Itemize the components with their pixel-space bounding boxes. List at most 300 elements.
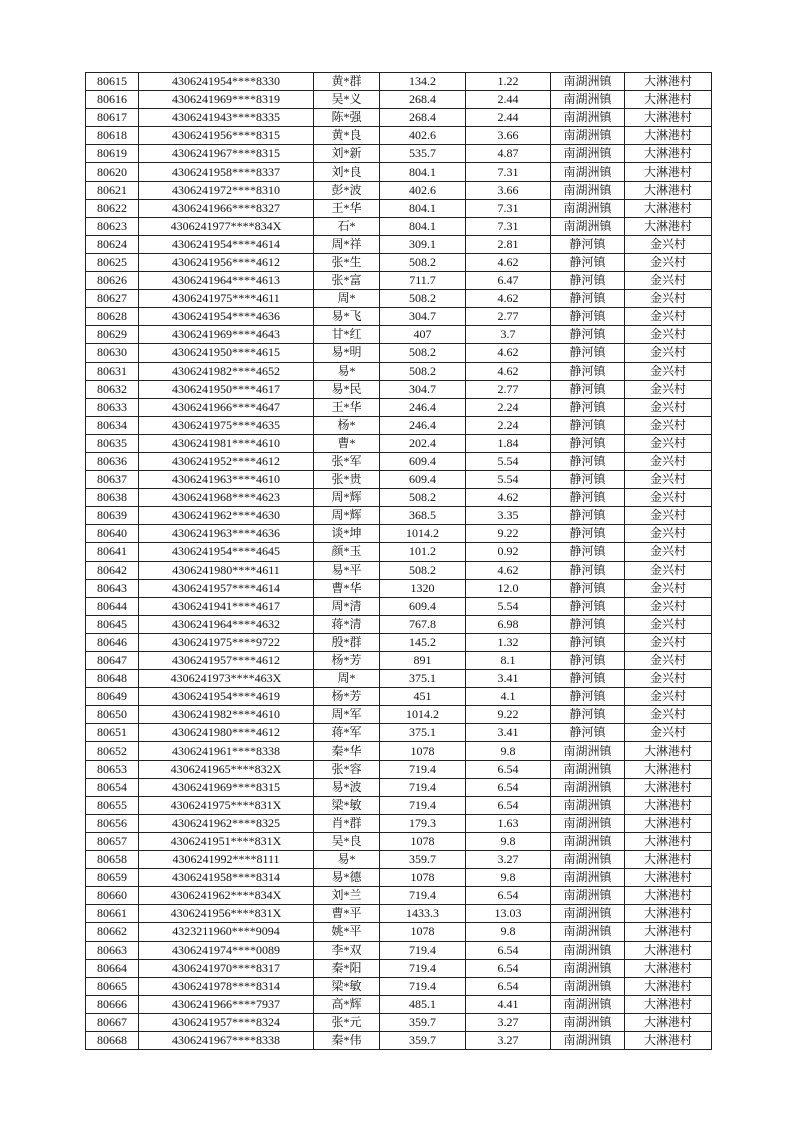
amount-cell: 1433.3 (380, 905, 466, 923)
town-cell: 南湖洲镇 (551, 145, 625, 163)
table-row (86, 597, 712, 615)
village-cell: 金兴村 (625, 434, 712, 452)
village-cell: 大淋港村 (625, 217, 712, 235)
area-cell: 1.22 (466, 73, 551, 91)
record-id-cell: 80627 (86, 290, 139, 308)
village-cell: 大淋港村 (625, 127, 712, 145)
record-id-cell: 80634 (86, 416, 139, 434)
record-id-cell: 80617 (86, 109, 139, 127)
record-id-cell: 80650 (86, 706, 139, 724)
id-number-cell: 4306241950****4617 (139, 380, 314, 398)
area-cell: 6.54 (466, 760, 551, 778)
amount-cell: 719.4 (380, 959, 466, 977)
town-cell: 南湖洲镇 (551, 163, 625, 181)
table-row (86, 959, 712, 977)
record-id-cell: 80656 (86, 814, 139, 832)
village-cell: 大淋港村 (625, 1013, 712, 1031)
town-cell: 静河镇 (551, 471, 625, 489)
record-id-cell: 80615 (86, 73, 139, 91)
table-row (86, 145, 712, 163)
village-cell: 大淋港村 (625, 778, 712, 796)
village-cell: 大淋港村 (625, 995, 712, 1013)
name-cell: 秦*伟 (314, 1031, 380, 1049)
record-id-cell: 80664 (86, 959, 139, 977)
area-cell: 4.62 (466, 290, 551, 308)
town-cell: 南湖洲镇 (551, 760, 625, 778)
amount-cell: 804.1 (380, 199, 466, 217)
town-cell: 静河镇 (551, 507, 625, 525)
area-cell: 9.8 (466, 869, 551, 887)
area-cell: 5.54 (466, 597, 551, 615)
record-id-cell: 80652 (86, 742, 139, 760)
table-row (86, 452, 712, 470)
name-cell: 曹*华 (314, 579, 380, 597)
record-id-cell: 80647 (86, 652, 139, 670)
id-number-cell: 4306241965****832X (139, 760, 314, 778)
village-cell: 大淋港村 (625, 977, 712, 995)
record-id-cell: 80631 (86, 362, 139, 380)
amount-cell: 508.2 (380, 561, 466, 579)
area-cell: 2.77 (466, 308, 551, 326)
town-cell: 静河镇 (551, 290, 625, 308)
village-cell: 金兴村 (625, 272, 712, 290)
name-cell: 曹* (314, 434, 380, 452)
area-cell: 3.35 (466, 507, 551, 525)
record-id-cell: 80643 (86, 579, 139, 597)
area-cell: 12.0 (466, 579, 551, 597)
record-id-cell: 80623 (86, 217, 139, 235)
id-number-cell: 4306241956****831X (139, 905, 314, 923)
village-cell: 大淋港村 (625, 941, 712, 959)
name-cell: 刘*新 (314, 145, 380, 163)
area-cell: 6.54 (466, 977, 551, 995)
record-id-cell: 80626 (86, 272, 139, 290)
town-cell: 静河镇 (551, 416, 625, 434)
town-cell: 静河镇 (551, 452, 625, 470)
id-number-cell: 4306241970****8317 (139, 959, 314, 977)
town-cell: 静河镇 (551, 670, 625, 688)
amount-cell: 179.3 (380, 814, 466, 832)
amount-cell: 1014.2 (380, 525, 466, 543)
village-cell: 大淋港村 (625, 742, 712, 760)
table-row (86, 217, 712, 235)
town-cell: 静河镇 (551, 706, 625, 724)
record-id-cell: 80636 (86, 452, 139, 470)
record-id-cell: 80654 (86, 778, 139, 796)
id-number-cell: 4306241962****4630 (139, 507, 314, 525)
table-row (86, 543, 712, 561)
town-cell: 静河镇 (551, 489, 625, 507)
town-cell: 静河镇 (551, 272, 625, 290)
town-cell: 静河镇 (551, 688, 625, 706)
name-cell: 殷*群 (314, 633, 380, 651)
village-cell: 金兴村 (625, 452, 712, 470)
village-cell: 金兴村 (625, 615, 712, 633)
area-cell: 13.03 (466, 905, 551, 923)
area-cell: 4.62 (466, 362, 551, 380)
table-row (86, 199, 712, 217)
table-row (86, 525, 712, 543)
name-cell: 王*华 (314, 398, 380, 416)
area-cell: 6.54 (466, 887, 551, 905)
table-row (86, 344, 712, 362)
name-cell: 易*飞 (314, 308, 380, 326)
id-number-cell: 4306241975****4611 (139, 290, 314, 308)
id-number-cell: 4306241980****4612 (139, 724, 314, 742)
name-cell: 张*军 (314, 452, 380, 470)
area-cell: 3.41 (466, 670, 551, 688)
table-row (86, 814, 712, 832)
town-cell: 静河镇 (551, 380, 625, 398)
id-number-cell: 4306241951****831X (139, 832, 314, 850)
name-cell: 周*祥 (314, 235, 380, 253)
town-cell: 南湖洲镇 (551, 941, 625, 959)
area-cell: 7.31 (466, 163, 551, 181)
records-table-body (86, 73, 712, 1050)
name-cell: 易*德 (314, 869, 380, 887)
town-cell: 静河镇 (551, 235, 625, 253)
name-cell: 周* (314, 290, 380, 308)
amount-cell: 508.2 (380, 253, 466, 271)
area-cell: 2.44 (466, 109, 551, 127)
name-cell: 陈*强 (314, 109, 380, 127)
table-row (86, 235, 712, 253)
name-cell: 梁*敏 (314, 977, 380, 995)
amount-cell: 804.1 (380, 163, 466, 181)
id-number-cell: 4306241956****8315 (139, 127, 314, 145)
id-number-cell: 4306241975****9722 (139, 633, 314, 651)
town-cell: 南湖洲镇 (551, 814, 625, 832)
id-number-cell: 4306241972****8310 (139, 181, 314, 199)
village-cell: 金兴村 (625, 235, 712, 253)
id-number-cell: 4306241964****4632 (139, 615, 314, 633)
table-row (86, 109, 712, 127)
name-cell: 杨*芳 (314, 652, 380, 670)
village-cell: 金兴村 (625, 398, 712, 416)
record-id-cell: 80621 (86, 181, 139, 199)
id-number-cell: 4306241966****4647 (139, 398, 314, 416)
name-cell: 吴*义 (314, 91, 380, 109)
area-cell: 6.54 (466, 796, 551, 814)
id-number-cell: 4306241964****4613 (139, 272, 314, 290)
record-id-cell: 80659 (86, 869, 139, 887)
name-cell: 张*富 (314, 272, 380, 290)
table-row (86, 181, 712, 199)
name-cell: 黄*良 (314, 127, 380, 145)
id-number-cell: 4306241973****463X (139, 670, 314, 688)
record-id-cell: 80651 (86, 724, 139, 742)
table-row (86, 308, 712, 326)
town-cell: 南湖洲镇 (551, 199, 625, 217)
area-cell: 4.62 (466, 344, 551, 362)
id-number-cell: 4306241954****8330 (139, 73, 314, 91)
table-row (86, 1031, 712, 1049)
village-cell: 大淋港村 (625, 181, 712, 199)
name-cell: 易*民 (314, 380, 380, 398)
id-number-cell: 4306241941****4617 (139, 597, 314, 615)
village-cell: 大淋港村 (625, 163, 712, 181)
record-id-cell: 80662 (86, 923, 139, 941)
amount-cell: 804.1 (380, 217, 466, 235)
table-row (86, 416, 712, 434)
amount-cell: 609.4 (380, 597, 466, 615)
area-cell: 5.54 (466, 452, 551, 470)
village-cell: 大淋港村 (625, 959, 712, 977)
town-cell: 静河镇 (551, 579, 625, 597)
town-cell: 静河镇 (551, 652, 625, 670)
area-cell: 3.27 (466, 1013, 551, 1031)
area-cell: 1.63 (466, 814, 551, 832)
amount-cell: 304.7 (380, 380, 466, 398)
town-cell: 南湖洲镇 (551, 887, 625, 905)
id-number-cell: 4306241982****4652 (139, 362, 314, 380)
village-cell: 金兴村 (625, 688, 712, 706)
id-number-cell: 4306241980****4611 (139, 561, 314, 579)
name-cell: 肖*群 (314, 814, 380, 832)
table-row (86, 253, 712, 271)
record-id-cell: 80644 (86, 597, 139, 615)
name-cell: 梁*敏 (314, 796, 380, 814)
record-id-cell: 80639 (86, 507, 139, 525)
amount-cell: 719.4 (380, 887, 466, 905)
amount-cell: 1078 (380, 923, 466, 941)
name-cell: 张*贵 (314, 471, 380, 489)
record-id-cell: 80645 (86, 615, 139, 633)
village-cell: 金兴村 (625, 380, 712, 398)
id-number-cell: 4306241968****4623 (139, 489, 314, 507)
town-cell: 南湖洲镇 (551, 742, 625, 760)
town-cell: 静河镇 (551, 308, 625, 326)
amount-cell: 609.4 (380, 471, 466, 489)
amount-cell: 359.7 (380, 851, 466, 869)
area-cell: 7.31 (466, 199, 551, 217)
table-row (86, 91, 712, 109)
name-cell: 刘*兰 (314, 887, 380, 905)
record-id-cell: 80635 (86, 434, 139, 452)
record-id-cell: 80616 (86, 91, 139, 109)
records-table (85, 72, 712, 1050)
table-row (86, 507, 712, 525)
area-cell: 6.54 (466, 941, 551, 959)
name-cell: 王*华 (314, 199, 380, 217)
town-cell: 南湖洲镇 (551, 959, 625, 977)
name-cell: 易*明 (314, 344, 380, 362)
id-number-cell: 4306241967****8338 (139, 1031, 314, 1049)
town-cell: 南湖洲镇 (551, 796, 625, 814)
village-cell: 金兴村 (625, 471, 712, 489)
area-cell: 3.27 (466, 1031, 551, 1049)
name-cell: 杨* (314, 416, 380, 434)
record-id-cell: 80667 (86, 1013, 139, 1031)
id-number-cell: 4306241963****4636 (139, 525, 314, 543)
amount-cell: 375.1 (380, 670, 466, 688)
name-cell: 蒋*军 (314, 724, 380, 742)
id-number-cell: 4306241978****8314 (139, 977, 314, 995)
town-cell: 静河镇 (551, 543, 625, 561)
village-cell: 大淋港村 (625, 923, 712, 941)
area-cell: 3.66 (466, 127, 551, 145)
record-id-cell: 80641 (86, 543, 139, 561)
town-cell: 南湖洲镇 (551, 181, 625, 199)
name-cell: 周*辉 (314, 489, 380, 507)
name-cell: 秦*阳 (314, 959, 380, 977)
town-cell: 静河镇 (551, 362, 625, 380)
area-cell: 6.54 (466, 959, 551, 977)
town-cell: 静河镇 (551, 326, 625, 344)
name-cell: 周*辉 (314, 507, 380, 525)
id-number-cell: 4306241981****4610 (139, 434, 314, 452)
area-cell: 6.54 (466, 778, 551, 796)
id-number-cell: 4306241954****4619 (139, 688, 314, 706)
table-row (86, 670, 712, 688)
village-cell: 金兴村 (625, 416, 712, 434)
id-number-cell: 4306241975****4635 (139, 416, 314, 434)
town-cell: 南湖洲镇 (551, 1013, 625, 1031)
id-number-cell: 4306241961****8338 (139, 742, 314, 760)
id-number-cell: 4306241957****4612 (139, 652, 314, 670)
village-cell: 大淋港村 (625, 73, 712, 91)
town-cell: 南湖洲镇 (551, 977, 625, 995)
amount-cell: 402.6 (380, 181, 466, 199)
id-number-cell: 4306241957****8324 (139, 1013, 314, 1031)
id-number-cell: 4306241974****0089 (139, 941, 314, 959)
town-cell: 南湖洲镇 (551, 851, 625, 869)
record-id-cell: 80637 (86, 471, 139, 489)
amount-cell: 407 (380, 326, 466, 344)
village-cell: 金兴村 (625, 706, 712, 724)
id-number-cell: 4306241954****4645 (139, 543, 314, 561)
amount-cell: 1014.2 (380, 706, 466, 724)
table-row (86, 272, 712, 290)
village-cell: 金兴村 (625, 543, 712, 561)
town-cell: 南湖洲镇 (551, 1031, 625, 1049)
village-cell: 大淋港村 (625, 869, 712, 887)
town-cell: 静河镇 (551, 561, 625, 579)
table-row (86, 995, 712, 1013)
record-id-cell: 80665 (86, 977, 139, 995)
table-row (86, 579, 712, 597)
area-cell: 3.41 (466, 724, 551, 742)
record-id-cell: 80649 (86, 688, 139, 706)
name-cell: 周*军 (314, 706, 380, 724)
name-cell: 杨*芳 (314, 688, 380, 706)
area-cell: 5.54 (466, 471, 551, 489)
id-number-cell: 4306241963****4610 (139, 471, 314, 489)
record-id-cell: 80622 (86, 199, 139, 217)
area-cell: 3.27 (466, 851, 551, 869)
amount-cell: 309.1 (380, 235, 466, 253)
village-cell: 大淋港村 (625, 1031, 712, 1049)
name-cell: 周* (314, 670, 380, 688)
area-cell: 3.7 (466, 326, 551, 344)
id-number-cell: 4306241954****4636 (139, 308, 314, 326)
village-cell: 大淋港村 (625, 851, 712, 869)
name-cell: 高*辉 (314, 995, 380, 1013)
amount-cell: 268.4 (380, 109, 466, 127)
village-cell: 大淋港村 (625, 199, 712, 217)
record-id-cell: 80648 (86, 670, 139, 688)
amount-cell: 535.7 (380, 145, 466, 163)
table-row (86, 362, 712, 380)
area-cell: 9.8 (466, 923, 551, 941)
name-cell: 石* (314, 217, 380, 235)
town-cell: 南湖洲镇 (551, 217, 625, 235)
table-row (86, 1013, 712, 1031)
amount-cell: 485.1 (380, 995, 466, 1013)
table-row (86, 398, 712, 416)
amount-cell: 767.8 (380, 615, 466, 633)
record-id-cell: 80668 (86, 1031, 139, 1049)
village-cell: 金兴村 (625, 326, 712, 344)
id-number-cell: 4306241962****834X (139, 887, 314, 905)
village-cell: 金兴村 (625, 489, 712, 507)
table-row (86, 778, 712, 796)
village-cell: 金兴村 (625, 633, 712, 651)
village-cell: 金兴村 (625, 507, 712, 525)
record-id-cell: 80632 (86, 380, 139, 398)
table-row (86, 923, 712, 941)
amount-cell: 402.6 (380, 127, 466, 145)
amount-cell: 202.4 (380, 434, 466, 452)
area-cell: 2.81 (466, 235, 551, 253)
village-cell: 大淋港村 (625, 814, 712, 832)
amount-cell: 711.7 (380, 272, 466, 290)
village-cell: 金兴村 (625, 362, 712, 380)
amount-cell: 719.4 (380, 778, 466, 796)
town-cell: 南湖洲镇 (551, 73, 625, 91)
id-number-cell: 4306241975****831X (139, 796, 314, 814)
amount-cell: 268.4 (380, 91, 466, 109)
town-cell: 静河镇 (551, 615, 625, 633)
record-id-cell: 80653 (86, 760, 139, 778)
village-cell: 大淋港村 (625, 796, 712, 814)
table-row (86, 941, 712, 959)
record-id-cell: 80655 (86, 796, 139, 814)
table-row (86, 633, 712, 651)
town-cell: 静河镇 (551, 525, 625, 543)
table-row (86, 977, 712, 995)
record-id-cell: 80658 (86, 851, 139, 869)
id-number-cell: 4306241966****7937 (139, 995, 314, 1013)
table-row (86, 290, 712, 308)
table-row (86, 615, 712, 633)
village-cell: 金兴村 (625, 670, 712, 688)
name-cell: 秦*华 (314, 742, 380, 760)
record-id-cell: 80663 (86, 941, 139, 959)
village-cell: 金兴村 (625, 344, 712, 362)
town-cell: 静河镇 (551, 724, 625, 742)
town-cell: 静河镇 (551, 398, 625, 416)
area-cell: 8.1 (466, 652, 551, 670)
amount-cell: 719.4 (380, 760, 466, 778)
village-cell: 金兴村 (625, 579, 712, 597)
area-cell: 7.31 (466, 217, 551, 235)
record-id-cell: 80666 (86, 995, 139, 1013)
record-id-cell: 80657 (86, 832, 139, 850)
table-row (86, 73, 712, 91)
record-id-cell: 80620 (86, 163, 139, 181)
town-cell: 静河镇 (551, 344, 625, 362)
village-cell: 金兴村 (625, 290, 712, 308)
village-cell: 金兴村 (625, 561, 712, 579)
name-cell: 颜*玉 (314, 543, 380, 561)
table-row (86, 561, 712, 579)
name-cell: 易*平 (314, 561, 380, 579)
record-id-cell: 80633 (86, 398, 139, 416)
amount-cell: 246.4 (380, 416, 466, 434)
table-row (86, 471, 712, 489)
town-cell: 南湖洲镇 (551, 923, 625, 941)
